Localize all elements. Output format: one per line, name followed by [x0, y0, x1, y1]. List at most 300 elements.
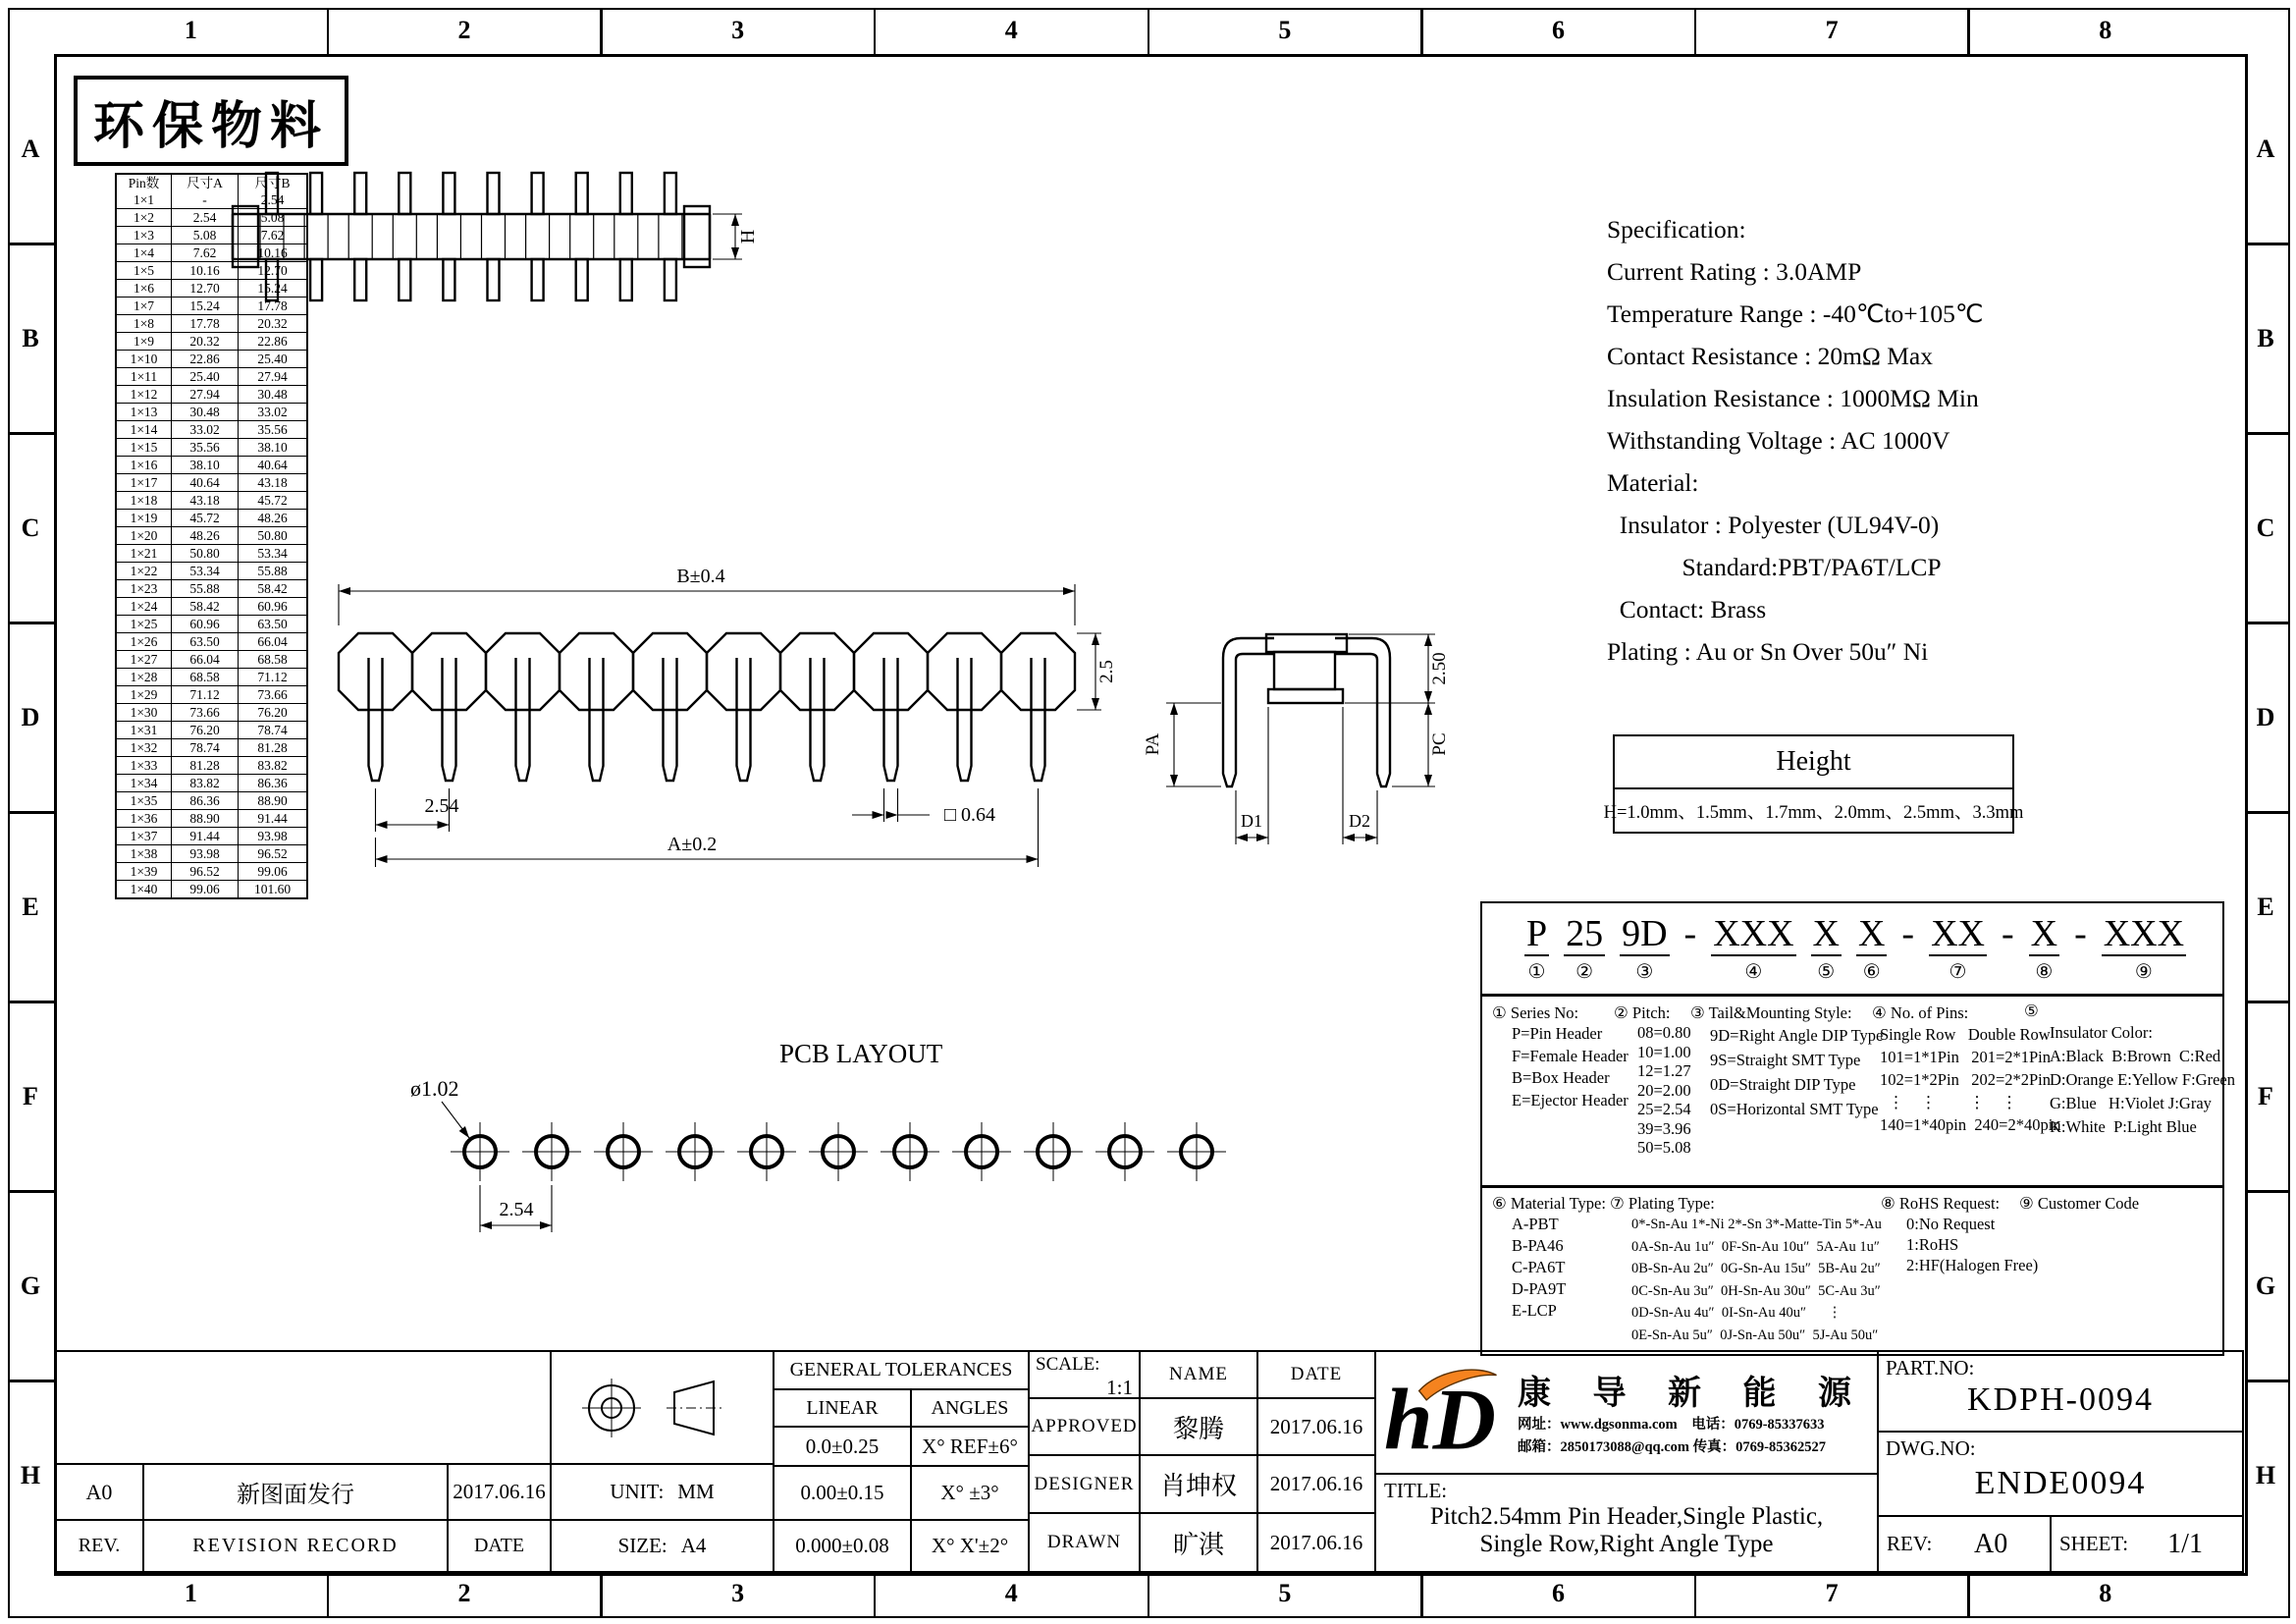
pin-table-row [117, 420, 306, 438]
legend-item: A-PBT [1512, 1215, 1559, 1233]
drawn-label: DRAWN [1028, 1512, 1141, 1573]
zone-label: 2 [457, 1579, 471, 1607]
zone-tick [1148, 1573, 1150, 1616]
legend-item: B=Box Header [1512, 1068, 1610, 1087]
pin-table-row [117, 562, 306, 579]
dim-b-cell: 33.02 [238, 404, 306, 420]
dim-a-cell: 66.04 [171, 651, 238, 668]
date-header-cell: DATE [1256, 1350, 1376, 1399]
part-code-dash: - [2001, 913, 2014, 954]
zone-tick [10, 811, 54, 814]
part-code-segment: XXX ④ [1713, 913, 1794, 983]
dim-b-cell: 50.80 [238, 527, 306, 544]
pin-count-cell: 1×2 [133, 209, 155, 225]
dim-a-cell: 45.72 [171, 510, 238, 526]
dim-a-cell: 43.18 [171, 492, 238, 509]
dim-a-cell: 91.44 [171, 828, 238, 844]
specification-line: Insulator : Polyester (UL94V-0) [1607, 511, 1940, 539]
pin-count-cell: 1×14 [130, 421, 158, 437]
pin-count-cell: 1×7 [133, 298, 155, 313]
zone-label: F [23, 1081, 38, 1110]
legend-series [1492, 1003, 1629, 1111]
pin-table-row [117, 721, 306, 738]
dim-a-cell: 35.56 [171, 439, 238, 456]
pin-table-row [117, 650, 306, 668]
dim-b-cell: 12.70 [238, 262, 306, 279]
specification-line: Contact Resistance : 20mΩ Max [1607, 342, 1933, 370]
zone-tick [10, 622, 54, 624]
dim-b-cell: 48.26 [238, 510, 306, 526]
legend-item: Single Row Double Row [1880, 1025, 2051, 1044]
legend-item: 0D=Straight DIP Type [1710, 1075, 1856, 1094]
pin-count-cell: 1×24 [130, 598, 158, 614]
third-angle-projection-icon [574, 1373, 751, 1443]
zone-tick [2245, 243, 2288, 245]
top-view-drawing [226, 157, 766, 304]
pin-count-cell: 1×32 [130, 739, 158, 755]
pin-count-cell: 1×9 [133, 333, 155, 349]
zone-label: 6 [1551, 1579, 1565, 1607]
specification-line: Temperature Range : -40℃to+105℃ [1607, 299, 1984, 328]
name-header-cell: NAME [1139, 1350, 1258, 1399]
dim-label-d2: D2 [1349, 811, 1370, 831]
legend-rohs [1881, 1194, 2038, 1275]
pin-count-cell: 1×34 [130, 775, 158, 790]
zone-tick [1420, 10, 1423, 54]
part-no-label: PART.NO: [1886, 1356, 1975, 1380]
dim-a-cell: 93.98 [171, 845, 238, 862]
zone-tick [1967, 1573, 1970, 1616]
zone-label: 7 [1825, 1579, 1839, 1607]
part-code-segment: X ⑤ [1812, 913, 1840, 983]
dim-b-cell: 91.44 [238, 810, 306, 827]
dwg-no-label: DWG.NO: [1886, 1436, 1976, 1460]
pcb-layout-title: PCB LAYOUT [779, 1039, 943, 1068]
dim-b-cell: 27.94 [238, 368, 306, 385]
dim-b-cell: 68.58 [238, 651, 306, 668]
legend-series-header: ① Series No: [1492, 1003, 1579, 1022]
pin-count-cell: 1×38 [130, 845, 158, 861]
dim-a-cell: 50.80 [171, 545, 238, 562]
legend-rohs-header: ⑧ RoHS Request: [1881, 1194, 2001, 1213]
scale-value: 1:1 [1106, 1376, 1133, 1399]
dim-b-cell: 93.98 [238, 828, 306, 844]
legend-item: 140=1*40pin 240=2*40pin [1880, 1115, 2061, 1134]
pin-table-row [117, 880, 306, 897]
unit-value: MM [677, 1480, 715, 1503]
code-box-divider [1482, 1185, 2222, 1188]
zone-label: A [2256, 134, 2275, 163]
dim-a-cell: 60.96 [171, 616, 238, 632]
pin-table-row [117, 509, 306, 526]
zone-label: E [22, 892, 39, 921]
dim-a-cell: 40.64 [171, 474, 238, 491]
part-code-segment: XX ⑦ [1931, 913, 1985, 983]
company-logo [1384, 1360, 1504, 1466]
dim-b-cell: 86.36 [238, 775, 306, 791]
pin-table-row [117, 350, 306, 367]
legend-material [1492, 1194, 1606, 1322]
approved-name: 黎腾 [1139, 1397, 1258, 1456]
zone-label: E [2257, 892, 2274, 921]
legend-pitch-header: ② Pitch: [1614, 1003, 1671, 1022]
title-label: TITLE: [1384, 1479, 1448, 1502]
zone-tick [327, 10, 330, 54]
zone-label: D [2256, 702, 2275, 731]
dim-b-cell: 25.40 [238, 351, 306, 367]
legend-item: 39=3.96 [1637, 1118, 1691, 1138]
zone-tick [10, 432, 54, 435]
pin-table-header-cell: Pin数 [128, 175, 160, 190]
legend-item: 0C-Sn-Au 3u″ 0H-Sn-Au 30u″ 5C-Au 3u″ [1631, 1282, 1881, 1299]
zone-tick [874, 10, 877, 54]
specification-line: Insulation Resistance : 1000MΩ Min [1607, 384, 1979, 412]
dim-b-cell: 38.10 [238, 439, 306, 456]
designer-date: 2017.06.16 [1256, 1454, 1376, 1514]
zone-tick [10, 1001, 54, 1003]
zone-tick [1420, 1573, 1423, 1616]
dim-b-cell: 22.86 [238, 333, 306, 350]
legend-color [2024, 1001, 2235, 1139]
dim-b-cell: 96.52 [238, 845, 306, 862]
legend-item: 101=1*1Pin 201=2*1Pin [1880, 1048, 2052, 1066]
pin-count-cell: 1×29 [130, 686, 158, 702]
legend-item: F=Female Header [1512, 1046, 1629, 1065]
legend-item: P=Pin Header [1512, 1024, 1603, 1043]
legend-plating [1610, 1194, 1882, 1346]
legend-item: 9D=Right Angle DIP Type [1710, 1026, 1884, 1045]
zone-tick [10, 1380, 54, 1382]
pin-table-row [117, 756, 306, 774]
dim-b-cell: 88.90 [238, 792, 306, 809]
legend-customer-header: ⑨ Customer Code [2019, 1194, 2140, 1213]
zone-tick [1967, 10, 1970, 54]
pin-count-cell: 1×11 [130, 368, 158, 384]
zone-label: B [2257, 323, 2274, 352]
pin-count-cell: 1×31 [130, 722, 158, 737]
pin-table-row [117, 332, 306, 350]
revision-header-date: DATE [447, 1519, 552, 1573]
zone-label: D [21, 702, 40, 731]
pin-count-cell: 1×13 [130, 404, 158, 419]
zone-tick [2245, 1001, 2288, 1003]
drawing-title-line1: Pitch2.54mm Pin Header,Single Plastic, [1429, 1503, 1824, 1530]
dim-a-cell: 33.02 [171, 421, 238, 438]
specification-line: Standard:PBT/PA6T/LCP [1607, 553, 1942, 581]
legend-item: D:Orange E:Yellow F:Green [2050, 1070, 2235, 1089]
dim-b-cell: 45.72 [238, 492, 306, 509]
legend-item: 25=2.54 [1637, 1100, 1691, 1118]
pin-table-row [117, 438, 306, 456]
legend-item: E=Ejector Header [1512, 1090, 1629, 1110]
dim-a-cell: 83.82 [171, 775, 238, 791]
dim-a-cell: 20.32 [171, 333, 238, 350]
size-cell [550, 1519, 774, 1573]
zone-tick [327, 1573, 330, 1616]
part-code-segment: X ⑧ [2030, 913, 2058, 983]
pin-count-cell: 1×33 [130, 757, 158, 773]
zone-label: 7 [1825, 16, 1839, 44]
rev-cell [1877, 1515, 2052, 1573]
zone-label: 5 [1278, 1579, 1292, 1607]
revision-header-record: REVISION RECORD [142, 1519, 449, 1573]
pin-count-cell: 1×17 [130, 474, 158, 490]
tolerances-col-linear: LINEAR [773, 1388, 912, 1428]
pin-table-row [117, 456, 306, 473]
pin-table-row [117, 809, 306, 827]
pin-count-cell: 1×30 [130, 704, 158, 720]
pin-table-row [117, 844, 306, 862]
legend-item: 0A-Sn-Au 1u″ 0F-Sn-Au 10u″ 5A-Au 1u″ [1631, 1238, 1880, 1255]
pin-count-cell: 1×37 [130, 828, 158, 843]
company-cell [1374, 1350, 1879, 1475]
dim-b-cell: 81.28 [238, 739, 306, 756]
dim-a-cell: 78.74 [171, 739, 238, 756]
legend-item: 0D-Sn-Au 4u″ 0I-Sn-Au 40u″ ⋮ [1631, 1305, 1842, 1321]
legend-item: 0:No Request [1906, 1215, 1996, 1233]
dim-b-cell: 73.66 [238, 686, 306, 703]
dim-a-cell: 48.26 [171, 527, 238, 544]
zone-label: 5 [1278, 16, 1292, 44]
dim-b-cell: 71.12 [238, 669, 306, 685]
dim-a-cell: 71.12 [171, 686, 238, 703]
eco-material-stamp-text: 环保物料 [92, 98, 329, 155]
approved-date: 2017.06.16 [1256, 1397, 1376, 1456]
part-no-value: KDPH-0094 [1967, 1381, 2154, 1418]
tolerances-title: GENERAL TOLERANCES [773, 1350, 1030, 1390]
legend-item: B-PA46 [1512, 1236, 1564, 1255]
zone-tick [600, 10, 603, 54]
part-code-segment: XXX ⑨ [2103, 913, 2185, 983]
legend-color-header: ⑤ [2024, 1001, 2039, 1020]
legend-pins-header: ④ No. of Pins: [1872, 1003, 1969, 1022]
part-code-dash: - [2074, 913, 2087, 954]
zone-label: 2 [457, 16, 471, 44]
pin-count-cell: 1×8 [133, 315, 155, 331]
dim-a-cell: 86.36 [171, 792, 238, 809]
dim-label-h: H [737, 229, 759, 244]
dim-b-cell: 30.48 [238, 386, 306, 403]
dim-b-cell: 43.18 [238, 474, 306, 491]
dim-a-cell: 58.42 [171, 598, 238, 615]
tolerance-linear-1: 0.0±0.25 [773, 1426, 912, 1467]
pin-table-row [117, 544, 306, 562]
dim-b-cell: 60.96 [238, 598, 306, 615]
pin-count-cell: 1×12 [130, 386, 158, 402]
revision-empty-cell [54, 1350, 552, 1465]
dim-a-cell: 63.50 [171, 633, 238, 650]
part-number-code-box [1480, 901, 2235, 1356]
pin-table-row [117, 597, 306, 615]
pin-count-cell: 1×21 [130, 545, 158, 561]
zone-tick [10, 1190, 54, 1193]
pin-count-cell: 1×18 [130, 492, 158, 508]
part-code-dash: - [1901, 913, 1915, 954]
pin-table-row [117, 615, 306, 632]
dim-a-cell: 68.58 [171, 669, 238, 685]
pin-count-cell: 1×27 [130, 651, 158, 667]
side-view-drawing [1139, 609, 1492, 874]
dim-a-cell: 10.16 [171, 262, 238, 279]
dim-b-cell: 10.16 [238, 244, 306, 261]
specification-line: Specification: [1607, 215, 1746, 244]
dim-a-cell: 17.78 [171, 315, 238, 332]
zone-label: C [21, 513, 40, 542]
dim-label-25: 2.5 [1096, 660, 1117, 683]
dim-label-square: □ 0.64 [943, 804, 996, 826]
drawing-title-line2: Single Row,Right Angle Type [1479, 1531, 1774, 1557]
svg-text:hD: hD [1384, 1372, 1496, 1466]
legend-item: 2:HF(Halogen Free) [1906, 1256, 2039, 1274]
unit-label: UNIT: [610, 1480, 665, 1503]
pin-count-cell: 1×39 [130, 863, 158, 879]
pin-table-row [117, 385, 306, 403]
dim-a-cell: 27.94 [171, 386, 238, 403]
pin-table-row [117, 703, 306, 721]
pin-count-cell: 1×22 [130, 563, 158, 578]
pin-table-row [117, 579, 306, 597]
dim-a-cell: 30.48 [171, 404, 238, 420]
pin-count-cell: 1×20 [130, 527, 158, 543]
zone-label: G [20, 1271, 41, 1300]
pin-count-cell: 1×40 [130, 881, 158, 896]
designer-name: 肖坤权 [1139, 1454, 1258, 1514]
revision-date-cell: 2017.06.16 [447, 1463, 552, 1521]
pin-count-cell: 1×25 [130, 616, 158, 631]
dim-b-cell: 17.78 [238, 298, 306, 314]
dim-a-cell: 81.28 [171, 757, 238, 774]
company-name: 康 导 新 能 源 [1518, 1376, 1868, 1412]
height-table [1603, 734, 2024, 834]
zone-tick [2245, 1380, 2288, 1382]
zone-tick [874, 1573, 877, 1616]
company-contact-line1: 网址：www.dgsonma.com 电话：0769-85337633 [1518, 1417, 1825, 1433]
dim-label-d1: D1 [1241, 811, 1262, 831]
dim-a-cell: 12.70 [171, 280, 238, 297]
pin-count-cell: 1×35 [130, 792, 158, 808]
zone-label: 3 [731, 16, 745, 44]
dim-b-cell: 99.06 [238, 863, 306, 880]
legend-customer [2019, 1194, 2139, 1214]
pin-count-cell: 1×3 [133, 227, 155, 243]
dwg-no-value: ENDE0094 [1974, 1465, 2147, 1501]
dim-a-cell: 22.86 [171, 351, 238, 367]
part-code-segment: P ① [1525, 913, 1548, 983]
dim-a-cell: 38.10 [171, 457, 238, 473]
scale-label: SCALE: [1036, 1354, 1100, 1375]
unit-cell [550, 1463, 774, 1521]
dim-b-cell: 101.60 [238, 881, 306, 897]
zone-label: A [21, 134, 40, 163]
legend-item: C-PA6T [1512, 1258, 1566, 1276]
dim-a-cell: 73.66 [171, 704, 238, 721]
tolerance-angle-3: X° X'±2° [910, 1519, 1030, 1573]
zone-label: 4 [1004, 16, 1018, 44]
legend-tail [1690, 1003, 1883, 1121]
specification-line: Material: [1607, 468, 1699, 497]
legend-item: 0E-Sn-Au 5u″ 0J-Sn-Au 50u″ 5J-Au 50u″ [1631, 1326, 1879, 1343]
pin-table-row [117, 491, 306, 509]
height-table-title: Height [1615, 736, 2012, 789]
legend-material-header: ⑥ Material Type: [1492, 1194, 1606, 1213]
pin-count-cell: 1×6 [133, 280, 155, 296]
legend-item: 0B-Sn-Au 2u″ 0G-Sn-Au 15u″ 5B-Au 2u″ [1631, 1261, 1881, 1276]
pin-table-row [117, 403, 306, 420]
legend-item: E-LCP [1512, 1301, 1557, 1320]
legend-item: Insulator Color: [2050, 1023, 2153, 1042]
dim-a-cell: 5.08 [171, 227, 238, 244]
pin-count-cell: 1×1 [133, 191, 155, 207]
dim-b-cell: 2.54 [238, 191, 306, 208]
pin-count-cell: 1×5 [133, 262, 155, 278]
pin-count-cell: 1×23 [130, 580, 158, 596]
dim-b-cell: 35.56 [238, 421, 306, 438]
rev-value: A0 [1974, 1528, 2008, 1559]
tolerance-linear-2: 0.00±0.15 [773, 1465, 912, 1521]
dim-a-cell: 7.62 [171, 244, 238, 261]
designer-label: DESIGNER [1028, 1454, 1141, 1514]
zone-label: H [2255, 1460, 2276, 1489]
legend-pitch [1614, 1003, 1691, 1158]
pin-table-header-cell: 尺寸A [171, 175, 238, 191]
eco-material-stamp [74, 76, 348, 166]
part-number-code [1525, 913, 2185, 984]
zone-tick [2245, 811, 2288, 814]
zone-tick [2245, 1190, 2288, 1193]
pin-table-header-cell: 尺寸B [238, 175, 306, 191]
dim-a-cell: 53.34 [171, 563, 238, 579]
pin-count-cell: 1×28 [130, 669, 158, 684]
dim-label-hole-dia: ø1.02 [410, 1076, 459, 1101]
zone-label: 8 [2099, 16, 2112, 44]
legend-item: 10=1.00 [1637, 1042, 1691, 1061]
zone-label: 6 [1551, 16, 1565, 44]
pin-table-row [117, 668, 306, 685]
zone-tick [1694, 10, 1697, 54]
zone-tick [2245, 432, 2288, 435]
dim-b-cell: 78.74 [238, 722, 306, 738]
dim-a-cell: 76.20 [171, 722, 238, 738]
part-code-segment: 25 ② [1566, 913, 1604, 983]
dim-a-cell: 88.90 [171, 810, 238, 827]
legend-item: 08=0.80 [1637, 1023, 1691, 1042]
dim-b-cell: 63.50 [238, 616, 306, 632]
part-code-dash: - [1683, 913, 1697, 954]
code-box-divider [1482, 994, 2222, 997]
sheet-cell [2050, 1515, 2244, 1573]
legend-item: 0*-Sn-Au 1*-Ni 2*-Sn 3*-Matte-Tin 5*-Au [1631, 1217, 1882, 1232]
legend-item: K:White P:Light Blue [2050, 1117, 2197, 1136]
pin-table-row [117, 526, 306, 544]
specification-line: Current Rating : 3.0AMP [1607, 257, 1862, 286]
drawn-name: 旷淇 [1139, 1512, 1258, 1573]
legend-item: ⋮ ⋮ ⋮ ⋮ [1880, 1093, 2018, 1111]
part-code-segment: X ⑥ [1857, 913, 1886, 983]
part-no-cell [1877, 1350, 2244, 1433]
pin-table-row [117, 791, 306, 809]
legend-item: 102=1*2Pin 202=2*2Pin [1880, 1070, 2052, 1089]
dim-a-cell: 96.52 [171, 863, 238, 880]
approved-label: APPROVED [1028, 1397, 1141, 1456]
zone-label: H [20, 1460, 41, 1489]
specification-line: Plating : Au or Sn Over 50u″ Ni [1607, 637, 1929, 666]
drawn-date: 2017.06.16 [1256, 1512, 1376, 1573]
legend-item: 0S=Horizontal SMT Type [1710, 1100, 1879, 1118]
pin-table-row [117, 827, 306, 844]
legend-item: 12=1.27 [1637, 1061, 1691, 1080]
dim-b-cell: 58.42 [238, 580, 306, 597]
part-code-segment: 9D ③ [1622, 913, 1668, 983]
